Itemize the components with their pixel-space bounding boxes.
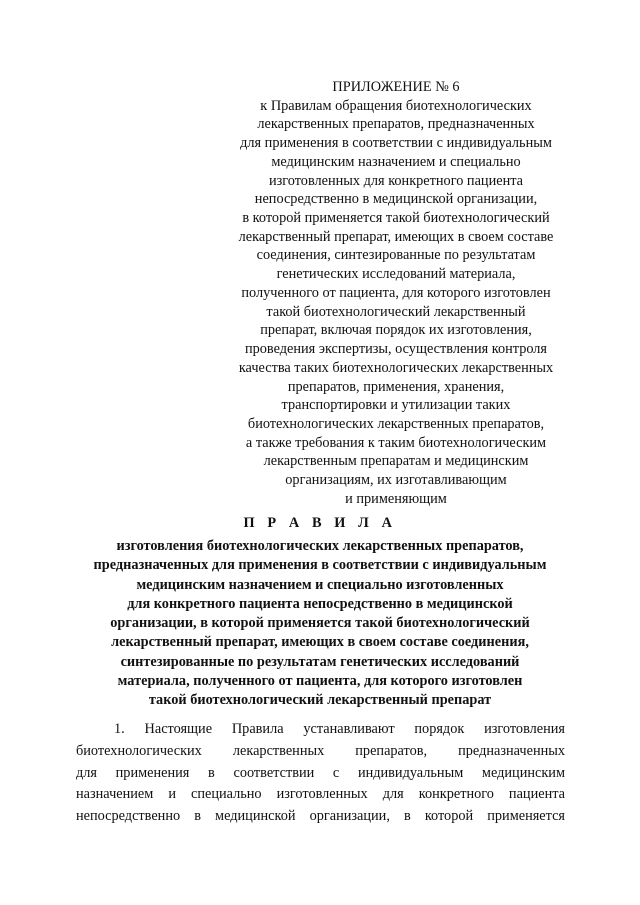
rules-title-line: лекарственный препарат, имеющих в своем составе соединения, — [111, 634, 529, 651]
appendix-line: к Правилам обращения биотехнологических — [260, 97, 532, 114]
appendix-line: для применения в соответствии с индивидуальным — [240, 135, 552, 152]
appendix-line: препарат, включая порядок их изготовления, — [260, 322, 532, 339]
rules-title-line: такой биотехнологический лекарственный препарат — [148, 692, 492, 709]
appendix-line: непосредственно в медицинской организации, — [254, 191, 538, 208]
appendix-line: качества таких биотехнологических лекарственных — [238, 359, 554, 376]
appendix-line: а также требования к таким биотехнологическим — [245, 434, 547, 451]
appendix-line: медицинским назначением и специально — [271, 153, 521, 170]
rules-title — [60, 537, 580, 711]
rules-title-line: материала, полученного от пациента, для которого изготовлен — [117, 673, 523, 690]
rules-title-line: организации, в которой применяется такой биотехнологический — [110, 615, 530, 632]
body-line: непосредственно в медицинской организации, в которой применяется — [76, 808, 565, 825]
appendix-line: генетических исследований материала, — [276, 266, 516, 283]
appendix-line: лекарственных препаратов, предназначенных — [257, 116, 535, 133]
body-line: для применения в соответствии с индивидуальным медицинским — [76, 764, 565, 781]
appendix-line: изготовленных для конкретного пациента — [268, 172, 523, 189]
body-line: назначением и специально изготовленных для конкретного пациента — [76, 786, 565, 803]
appendix-header — [222, 78, 570, 509]
appendix-line: в которой применяется такой биотехнологический — [242, 210, 550, 227]
appendix-line: полученного от пациента, для которого изготовлен — [241, 284, 551, 301]
appendix-line: соединения, синтезированные по результатам — [256, 247, 536, 264]
appendix-line: организациям, их изготавливающим — [285, 472, 507, 489]
rules-title-line: для конкретного пациента непосредственно в медицинской — [127, 595, 513, 612]
rules-heading: П Р А В И Л А — [243, 515, 397, 531]
body-line: биотехнологических лекарственных препаратов, предназначенных — [76, 742, 565, 759]
appendix-line: проведения экспертизы, осуществления контроля — [244, 341, 548, 358]
rules-title-line: медицинским назначением и специально изготовленных — [136, 576, 504, 593]
body-paragraph — [76, 719, 565, 828]
appendix-line: и применяющим — [345, 490, 447, 507]
rules-title-line: синтезированные по результатам генетических исследований — [120, 653, 520, 670]
appendix-title: ПРИЛОЖЕНИЕ № 6 — [332, 79, 460, 95]
appendix-line: транспортировки и утилизации таких — [281, 397, 511, 414]
body-line: 1. Настоящие Правила устанавливают порядок изготовления — [114, 721, 565, 737]
appendix-line: биотехнологических лекарственных препаратов, — [247, 415, 545, 432]
appendix-line: лекарственный препарат, имеющих в своем составе — [238, 228, 554, 245]
appendix-line: такой биотехнологический лекарственный — [266, 303, 526, 320]
rules-title-line: изготовления биотехнологических лекарственных препаратов, — [116, 538, 524, 554]
rules-title-line: предназначенных для применения в соответствии с индивидуальным — [93, 557, 547, 574]
appendix-line: препаратов, применения, хранения, — [287, 378, 505, 395]
appendix-line: лекарственным препаратам и медицинским — [263, 453, 529, 470]
